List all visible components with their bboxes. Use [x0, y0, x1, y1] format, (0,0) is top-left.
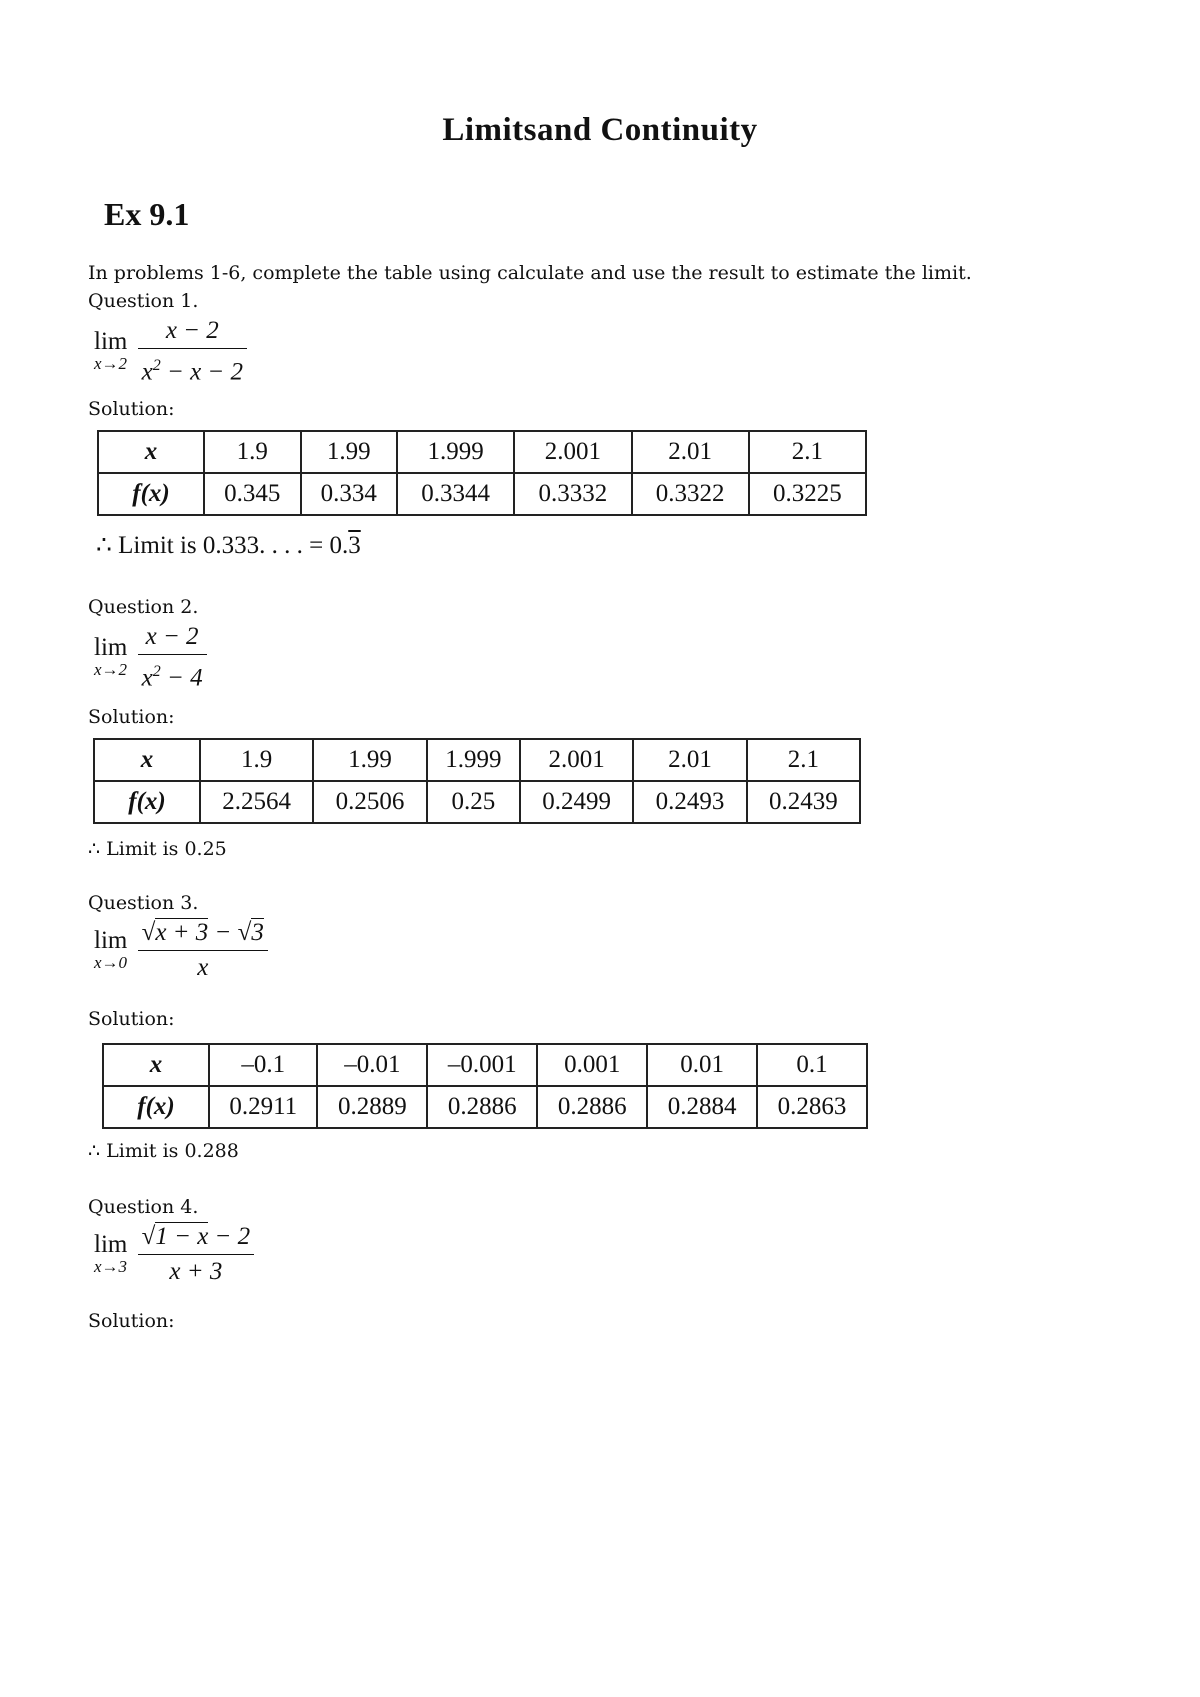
question-2-limit: [94, 622, 207, 693]
lim-subscript: x→3: [94, 1256, 128, 1276]
table-cell: 2.1: [747, 739, 860, 781]
table-cell: 0.001: [537, 1044, 647, 1086]
question-2-label: Question 2.: [88, 596, 199, 618]
table-cell: 1.99: [313, 739, 426, 781]
section-heading: Ex 9.1: [104, 196, 190, 232]
table-row-x: [94, 739, 860, 781]
table-cell: 0.2911: [209, 1086, 317, 1128]
table-cell: 1.999: [427, 739, 520, 781]
table-header-f: f(x): [98, 473, 204, 515]
table-cell: 0.3225: [749, 473, 866, 515]
question-2-conclusion: ∴ Limit is 0.25: [88, 838, 227, 860]
table-cell: –0.1: [209, 1044, 317, 1086]
fraction: [138, 1222, 255, 1287]
table-header-x: x: [94, 739, 200, 781]
table-cell: 0.2886: [427, 1086, 537, 1128]
lim-subscript: x→2: [94, 659, 128, 679]
table-row-f: [103, 1086, 867, 1128]
denominator: x: [197, 954, 209, 981]
sqrt-term: √1 − x: [141, 1223, 209, 1250]
table-header-f: f(x): [103, 1086, 209, 1128]
table-cell: 2.01: [632, 431, 749, 473]
table-cell: 2.1: [749, 431, 866, 473]
table-cell: 0.334: [301, 473, 398, 515]
question-3-conclusion: ∴ Limit is 0.288: [88, 1140, 239, 1162]
table-cell: 2.2564: [200, 781, 313, 823]
value-table-1: [97, 430, 867, 516]
question-4-label: Question 4.: [88, 1196, 199, 1218]
table-cell: 1.99: [301, 431, 398, 473]
question-1-label: Question 1.: [88, 290, 199, 312]
table-cell: –0.001: [427, 1044, 537, 1086]
denominator: $x^2 - 4$: [141, 663, 203, 692]
lim-subscript: x→2: [94, 353, 128, 373]
solution-label: Solution:: [88, 706, 175, 728]
table-cell: 0.2886: [537, 1086, 647, 1128]
table-cell: 0.01: [647, 1044, 757, 1086]
table-row-f: [94, 781, 860, 823]
table-cell: 0.2493: [633, 781, 746, 823]
table-cell: 0.2889: [317, 1086, 427, 1128]
numerator: √1 − x − 2: [138, 1222, 255, 1255]
page-title: Limitsand Continuity: [442, 112, 758, 148]
table-cell: 0.3332: [514, 473, 631, 515]
table-cell: 0.1: [757, 1044, 867, 1086]
table-header-x: x: [98, 431, 204, 473]
table-cell: 1.9: [200, 739, 313, 781]
table-cell: 0.2863: [757, 1086, 867, 1128]
denominator: x + 3: [169, 1258, 223, 1285]
question-4-limit: [94, 1222, 254, 1287]
table-header-x: x: [103, 1044, 209, 1086]
question-3-label: Question 3.: [88, 892, 199, 914]
solution-label: Solution:: [88, 1310, 175, 1332]
question-1-conclusion: ∴ Limit is 0.333. . . . = 0.3: [96, 532, 361, 559]
lim-word: lim: [94, 926, 128, 954]
table-cell: 0.25: [427, 781, 520, 823]
table-cell: 2.01: [633, 739, 746, 781]
table-cell: 0.2506: [313, 781, 426, 823]
intro-text: In problems 1-6, complete the table using calculate and use the result to estimate the limit.: [88, 262, 972, 284]
value-table-3: [102, 1043, 868, 1129]
table-header-f: f(x): [94, 781, 200, 823]
table-cell: 0.2439: [747, 781, 860, 823]
table-cell: 0.2499: [520, 781, 633, 823]
table-cell: 1.999: [397, 431, 514, 473]
sqrt-term: √3: [237, 919, 264, 946]
solution-label: Solution:: [88, 1008, 175, 1030]
table-row-f: [98, 473, 866, 515]
question-3-limit: [94, 918, 268, 983]
lim-subscript: x→0: [94, 952, 128, 972]
table-cell: 1.9: [204, 431, 301, 473]
numerator: x − 2: [138, 316, 247, 349]
numerator: x − 2: [138, 622, 207, 655]
table-cell: 2.001: [514, 431, 631, 473]
question-1-limit: [94, 316, 247, 387]
denominator: $x^2 - x - 2$: [141, 357, 244, 386]
sqrt-term: √x + 3: [141, 919, 209, 946]
lim-word: lim: [94, 1230, 128, 1258]
lim-word: lim: [94, 327, 128, 355]
value-table-2: [93, 738, 861, 824]
table-cell: 0.3344: [397, 473, 514, 515]
table-cell: 2.001: [520, 739, 633, 781]
table-cell: 0.3322: [632, 473, 749, 515]
fraction: [138, 918, 268, 983]
numerator: √x + 3 − √3: [138, 918, 268, 951]
fraction: [138, 316, 247, 387]
fraction: [138, 622, 207, 693]
solution-label: Solution:: [88, 398, 175, 420]
table-row-x: [103, 1044, 867, 1086]
table-cell: –0.01: [317, 1044, 427, 1086]
table-cell: 0.2884: [647, 1086, 757, 1128]
lim-word: lim: [94, 633, 128, 661]
table-cell: 0.345: [204, 473, 301, 515]
table-row-x: [98, 431, 866, 473]
